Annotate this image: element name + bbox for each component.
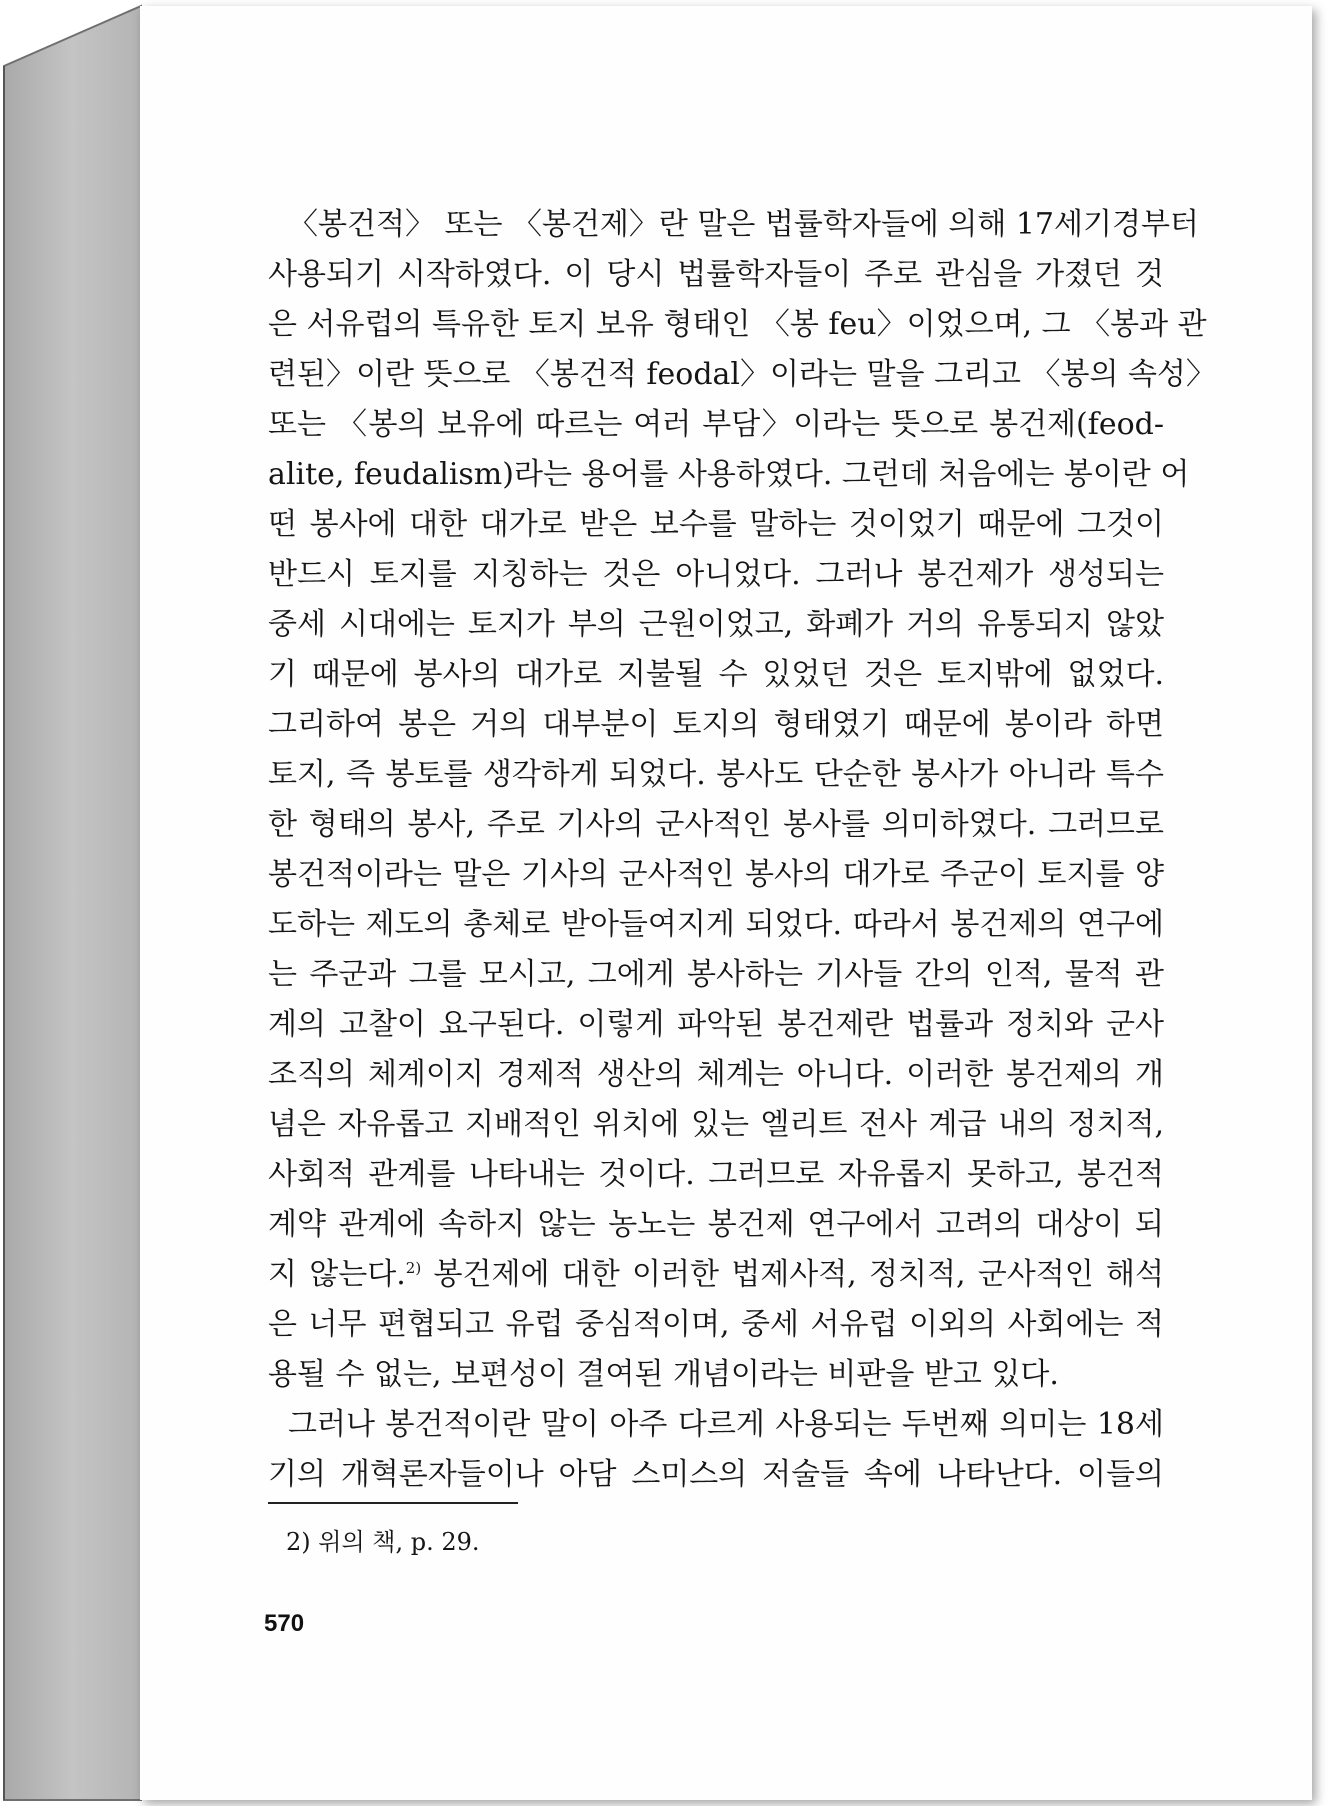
text-line: 용될 수 없는, 보편성이 결여된 개념이라는 비판을 받고 있다.	[268, 1357, 1059, 1392]
text-line: 〈봉건적〉 또는 〈봉건제〉란 말은 법률학자들에 의해 17세기경부터	[288, 207, 1199, 242]
text-line: 련된〉이란 뜻으로 〈봉건적 feodal〉이라는 말을 그리고 〈봉의 속성〉	[268, 357, 1216, 392]
text-line: 은 서유럽의 특유한 토지 보유 형태인 〈봉 feu〉이었으며, 그 〈봉과 관	[268, 307, 1207, 342]
text-line: 한 형태의 봉사, 주로 기사의 군사적인 봉사를 의미하였다. 그러므로	[268, 807, 1164, 842]
text-line: 토지, 즉 봉토를 생각하게 되었다. 봉사도 단순한 봉사가 아니라 특수	[268, 757, 1164, 792]
page-number: 570	[264, 1610, 305, 1637]
text-fragment: 지 않는다.	[268, 1257, 406, 1292]
text-line: 그리하여 봉은 거의 대부분이 토지의 형태였기 때문에 봉이라 하면	[268, 707, 1164, 742]
text-line: 봉건적이라는 말은 기사의 군사적인 봉사의 대가로 주군이 토지를 양	[268, 857, 1164, 892]
footnote-reference[interactable]: 2)	[405, 1259, 422, 1277]
text-line: 는 주군과 그를 모시고, 그에게 봉사하는 기사들 간의 인적, 물적 관	[268, 957, 1164, 992]
text-line: 또는 〈봉의 보유에 따르는 여러 부담〉이라는 뜻으로 봉건제(feod-	[268, 407, 1164, 442]
text-line: 계약 관계에 속하지 않는 농노는 봉건제 연구에서 고려의 대상이 되	[268, 1207, 1164, 1242]
footnote-divider	[268, 1502, 518, 1504]
text-line: 그러나 봉건적이란 말이 아주 다르게 사용되는 두번째 의미는 18세	[288, 1407, 1164, 1442]
text-line: 반드시 토지를 지칭하는 것은 아니었다. 그러나 봉건제가 생성되는	[268, 557, 1164, 592]
text-line: 떤 봉사에 대한 대가로 받은 보수를 말하는 것이었기 때문에 그것이	[268, 507, 1164, 542]
body-text	[268, 200, 1216, 1500]
text-line: 조직의 체계이지 경제적 생산의 체계는 아니다. 이러한 봉건제의 개	[268, 1057, 1164, 1092]
paragraph-2	[268, 1400, 1164, 1500]
text-line: 기 때문에 봉사의 대가로 지불될 수 있었던 것은 토지밖에 없었다.	[268, 657, 1164, 692]
text-line: 사용되기 시작하였다. 이 당시 법률학자들이 주로 관심을 가졌던 것	[268, 257, 1164, 292]
text-line: 계의 고찰이 요구된다. 이렇게 파악된 봉건제란 법률과 정치와 군사	[268, 1007, 1164, 1042]
text-line: 도하는 제도의 총체로 받아들여지게 되었다. 따라서 봉건제의 연구에	[268, 907, 1164, 942]
text-line: 사회적 관계를 나타내는 것이다. 그러므로 자유롭지 못하고, 봉건적	[268, 1157, 1164, 1192]
text-line: 은 너무 편협되고 유럽 중심적이며, 중세 서유럽 이외의 사회에는 적	[268, 1307, 1164, 1342]
text-line: 기의 개혁론자들이나 아담 스미스의 저술들 속에 나타난다. 이들의	[268, 1457, 1164, 1492]
text-line: alite, feudalism)라는 용어를 사용하였다. 그런데 처음에는 봉이란 어	[268, 457, 1190, 492]
footnote: 2) 위의 책, p. 29.	[286, 1528, 480, 1556]
text-line-with-footnote-ref	[268, 1250, 1164, 1300]
text-line: 념은 자유롭고 지배적인 위치에 있는 엘리트 전사 계급 내의 정치적,	[268, 1107, 1164, 1142]
text-line: 중세 시대에는 토지가 부의 근원이었고, 화폐가 거의 유통되지 않았	[268, 607, 1164, 642]
paragraph-1	[268, 200, 1216, 1400]
text-fragment: 봉건제에 대한 이러한 법제사적, 정치적, 군사적인 해석	[421, 1257, 1164, 1292]
